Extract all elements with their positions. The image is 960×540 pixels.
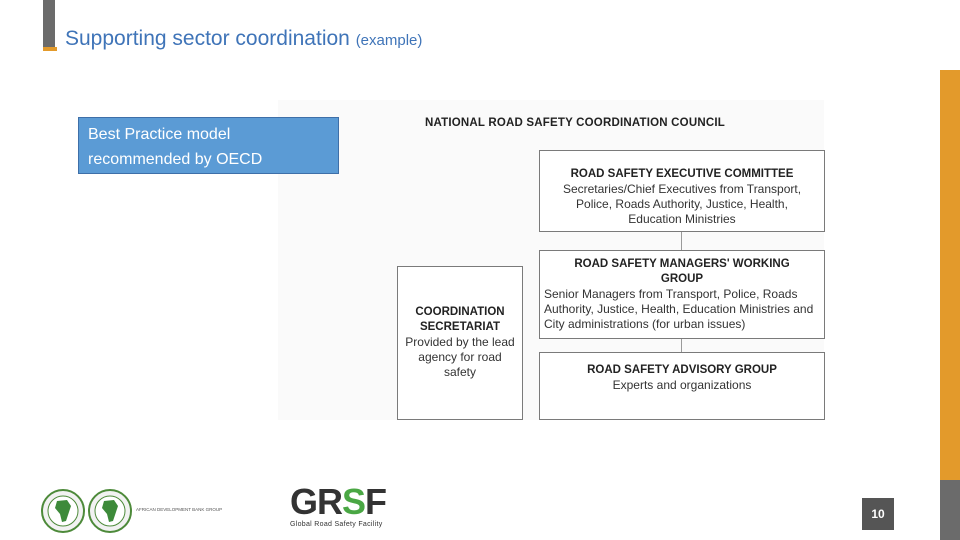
slide-title xyxy=(65,27,422,51)
advisory-group-heading: ROAD SAFETY ADVISORY GROUP xyxy=(587,364,777,376)
grsf-letter-r: R xyxy=(317,481,343,522)
title-accent-bar xyxy=(43,0,55,47)
advisory-group-body: Experts and organizations xyxy=(612,378,752,392)
connector-line xyxy=(681,339,682,352)
grsf-letter-f: F xyxy=(365,481,387,522)
coordination-secretariat-body: Provided by the lead agency for road safety xyxy=(405,335,515,379)
coordination-secretariat-heading: COORDINATION SECRETARIAT xyxy=(415,306,505,333)
council-heading: NATIONAL ROAD SAFETY COORDINATION COUNCIL xyxy=(425,117,725,129)
managers-working-group-box xyxy=(539,250,825,339)
grsf-letter-g: G xyxy=(290,481,318,522)
page-number: 10 xyxy=(862,498,894,530)
coordination-secretariat-box xyxy=(397,266,523,420)
grsf-tagline: Global Road Safety Facility xyxy=(290,521,383,528)
slide-title-suffix: (example) xyxy=(355,32,423,49)
connector-line xyxy=(681,232,682,250)
title-accent-underline xyxy=(43,47,57,51)
slide-title-main: Supporting sector coordination xyxy=(65,27,350,50)
right-accent-orange xyxy=(940,70,960,480)
managers-working-group-body: Senior Managers from Transport, Police, Roads Authority, Justice, Health, Education Ministries and City administrations (for urban issues) xyxy=(544,287,814,331)
advisory-group-box xyxy=(539,352,825,420)
grsf-letter-s: S xyxy=(342,481,366,522)
grsf-logo xyxy=(290,481,387,528)
executive-committee-box xyxy=(539,150,825,232)
oecd-callout: Best Practice model recommended by OECD xyxy=(78,117,339,174)
grsf-logo-mark xyxy=(290,481,387,522)
afdb-logo xyxy=(40,488,240,534)
executive-committee-body: Secretaries/Chief Executives from Transport, Police, Roads Authority, Justice, Health, Education Ministries xyxy=(562,182,802,226)
right-accent-gray xyxy=(940,480,960,540)
managers-working-group-heading: ROAD SAFETY MANAGERS' WORKING GROUP xyxy=(574,258,790,285)
afdb-logo-text: AFRICAN DEVELOPMENT BANK GROUP xyxy=(136,507,223,512)
executive-committee-heading: ROAD SAFETY EXECUTIVE COMMITTEE xyxy=(570,168,794,180)
